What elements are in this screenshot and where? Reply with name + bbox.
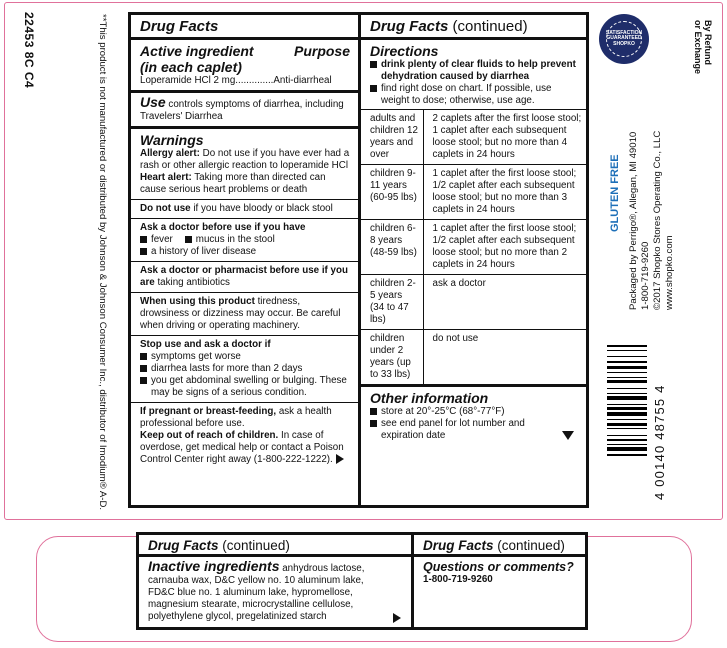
package-code: 22453 8C C4 xyxy=(22,12,36,89)
barcode-bar xyxy=(607,393,647,394)
ask-pharmacist-text: taking antibiotics xyxy=(157,277,230,288)
warnings-heading: Warnings xyxy=(140,132,204,148)
stop-use-item: you get abdominal swelling or bulging. These may be signs of a serious condition. xyxy=(140,375,350,399)
ask-doctor-item: a history of liver disease xyxy=(140,246,350,258)
questions-heading: Questions or comments? xyxy=(423,560,574,574)
pregnancy-section xyxy=(131,403,358,469)
directions-section xyxy=(361,40,586,109)
do-not-use-label: Do not use xyxy=(140,203,191,214)
pregnant-label: If pregnant or breast-feeding, xyxy=(140,406,277,417)
dosage-dose-cell: 1 caplet after the first loose stool; 1/2 caplet after each subsequent loose stool; but no more than 3 caplets in 24 hours xyxy=(423,165,586,220)
bullet-icon xyxy=(370,408,377,415)
continue-down-arrow-icon xyxy=(562,431,574,440)
dosage-age-cell: children 6-8 years (48-59 lbs) xyxy=(361,220,423,275)
barcode-bar xyxy=(607,396,647,400)
bullet-icon xyxy=(140,248,147,255)
questions-continued-label: (continued) xyxy=(497,538,565,553)
title-section xyxy=(131,15,358,40)
dosage-age-cell: children 2-5 years (34 to 47 lbs) xyxy=(361,275,423,330)
continue-arrow-icon xyxy=(336,454,344,464)
do-not-use-section xyxy=(131,200,358,219)
inactive-heading: Inactive ingredients xyxy=(148,558,280,574)
barcode-digits: 4 00140 48755 4 xyxy=(652,384,667,500)
inactive-column xyxy=(139,535,414,627)
continued-title-section xyxy=(361,15,586,40)
stop-use-section xyxy=(131,336,358,403)
do-not-use-text: if you have bloody or black stool xyxy=(193,203,333,214)
when-using-text: tiredness, drowsiness or dizziness may occur. Be careful when driving or operating machinery. xyxy=(140,296,341,331)
barcode-bar xyxy=(607,447,647,451)
barcode-bar xyxy=(607,372,647,373)
barcode-bar xyxy=(607,423,647,425)
pregnant-text: ask a health professional before use. xyxy=(140,406,332,429)
seal-caption xyxy=(692,20,712,74)
heart-alert-label: Heart alert: xyxy=(140,172,192,183)
bullet-icon xyxy=(370,85,377,92)
ask-pharmacist-label: Ask a doctor or pharmacist before use if you are xyxy=(140,265,348,288)
packager-line: 1-800-719-9260 xyxy=(640,241,651,310)
barcode-bar xyxy=(607,361,647,363)
bottom-title-section xyxy=(139,535,411,557)
bullet-icon xyxy=(370,61,377,68)
direction-item: drink plenty of clear fluids to help prevent dehydration caused by diarrhea xyxy=(370,59,578,83)
dosage-dose-cell: ask a doctor xyxy=(423,275,586,330)
ask-doctor-item: mucus in the stool xyxy=(185,234,275,246)
directions-heading: Directions xyxy=(370,43,439,59)
seal-caption-line2: or Exchange xyxy=(693,20,704,75)
when-using-section xyxy=(131,293,358,336)
continue-arrow-icon xyxy=(393,613,401,623)
use-heading: Use xyxy=(140,94,166,110)
keep-out-label: Keep out of reach of children. xyxy=(140,430,279,441)
other-info-heading: Other information xyxy=(370,390,489,406)
allergy-alert-label: Allergy alert: xyxy=(140,148,200,159)
packager-line: ©2017 Shopko Stores Operating Co., LLC xyxy=(652,130,663,310)
keep-out-text: In case of overdose, get medical help or contact a Poison Control Center right away (1-800-222-1222). xyxy=(140,430,344,465)
barcode-bar xyxy=(607,439,647,440)
active-ingredient-subheading: (in each caplet) xyxy=(140,59,242,75)
drug-facts-title: Drug Facts xyxy=(140,18,219,35)
active-ingredient-section xyxy=(131,40,358,93)
barcode-bar xyxy=(607,377,647,378)
allergy-alert-text: Do not use if you have ever had a rash or other allergic reaction to loperamide HCl xyxy=(140,148,350,171)
barcode-bar xyxy=(607,356,647,357)
bullet-icon xyxy=(370,420,377,427)
seal-caption-line1: By Refund xyxy=(703,20,713,65)
continued-label: (continued) xyxy=(452,18,528,35)
dosage-row xyxy=(361,275,586,330)
bottom-drug-facts-title: Drug Facts xyxy=(148,538,219,553)
dosage-row xyxy=(361,110,586,165)
other-info-item: store at 20°-25°C (68°-77°F) xyxy=(370,406,578,418)
dosage-age-cell: children 9-11 years (60-95 lbs) xyxy=(361,165,423,220)
dosage-age-cell: adults and children 12 years and over xyxy=(361,110,423,165)
drug-facts-continued-title: Drug Facts xyxy=(370,18,449,35)
barcode-bar xyxy=(607,454,647,456)
barcode xyxy=(607,345,647,495)
dosage-row xyxy=(361,165,586,220)
drug-facts-right-column xyxy=(361,15,586,505)
gluten-free-label: GLUTEN FREE xyxy=(609,154,621,232)
stop-use-item: diarrhea lasts for more than 2 days xyxy=(140,363,350,375)
bullet-icon xyxy=(140,236,147,243)
barcode-bar xyxy=(607,428,647,429)
warnings-section xyxy=(131,129,358,200)
direction-item: find right dose on chart. If possible, use weight to dose; otherwise, use age. xyxy=(370,83,578,107)
dosage-dose-cell: 2 caplets after the first loose stool; 1 caplet after each subsequent loose stool; but no more than 4 caplets in 24 hours xyxy=(423,110,586,165)
drug-facts-left-column xyxy=(131,15,361,505)
inactive-ingredients-section xyxy=(139,557,411,626)
use-text: controls symptoms of diarrhea, including Travelers' Diarrhea xyxy=(140,99,344,122)
barcode-bar xyxy=(607,419,647,420)
barcode-bar xyxy=(607,350,647,351)
use-section xyxy=(131,93,358,129)
questions-phone: 1-800-719-9260 xyxy=(423,574,493,585)
bottom-continued-label: (continued) xyxy=(222,538,290,553)
drug-facts-bottom-panel xyxy=(136,532,588,630)
ask-doctor-item: fever xyxy=(140,234,173,246)
questions-section xyxy=(414,557,585,589)
stop-use-item: symptoms get worse xyxy=(140,351,350,363)
barcode-bar xyxy=(607,407,647,409)
satisfaction-seal-icon xyxy=(599,14,649,64)
dosage-table xyxy=(361,109,586,384)
barcode-bar xyxy=(607,366,647,370)
dosage-dose-cell: 1 caplet after the first loose stool; 1/2 caplet after each subsequent loose stool; but no more than 2 caplets in 24 hours xyxy=(423,220,586,275)
inactive-text: anhydrous lactose, carnauba wax, D&C yellow no. 10 aluminum lake, FD&C blue no. 1 aluminum lake, hypromellose, magnesium stearate, microcrystalline cellulose, polyethylene glycol, pregelatinized starch xyxy=(148,563,365,622)
when-using-label: When using this product xyxy=(140,296,255,307)
dosage-row xyxy=(361,330,586,385)
barcode-bar xyxy=(607,444,647,445)
ask-pharmacist-section xyxy=(131,262,358,293)
bullet-icon xyxy=(185,236,192,243)
dosage-dose-cell: do not use xyxy=(423,330,586,385)
heart-alert-text: Taking more than directed can cause serious heart problems or death xyxy=(140,172,326,195)
ask-doctor-section xyxy=(131,219,358,262)
barcode-bar xyxy=(607,404,647,405)
purpose-heading: Purpose xyxy=(293,43,350,59)
questions-title-section xyxy=(414,535,585,557)
questions-drug-facts-title: Drug Facts xyxy=(423,538,494,553)
barcode-bar xyxy=(607,388,647,389)
bullet-icon xyxy=(140,353,147,360)
packager-info xyxy=(618,100,675,310)
dosage-row xyxy=(361,220,586,275)
dosage-age-cell: children under 2 years (up to 33 lbs) xyxy=(361,330,423,385)
barcode-bar xyxy=(607,435,647,436)
stop-use-label: Stop use and ask a doctor if xyxy=(140,339,271,350)
seal-text: SATISFACTION GUARANTEED SHOPKO xyxy=(606,21,642,57)
disclaimer-text: **This product is not manufactured or distributed by Johnson & Johnson Consumer Inc., distributor of Imodium® A-D. xyxy=(97,14,108,511)
ask-doctor-label: Ask a doctor before use if you have xyxy=(140,222,306,233)
bullet-icon xyxy=(140,365,147,372)
other-info-item: see end panel for lot number and expiration date xyxy=(370,418,578,442)
drug-facts-panel xyxy=(128,12,589,508)
barcode-bar xyxy=(607,412,647,416)
bullet-icon xyxy=(140,377,147,384)
questions-column xyxy=(414,535,585,627)
packager-line: www.shopko.com xyxy=(664,235,675,310)
packager-line: Packaged by Perrigo®, Allegan, MI 49010 xyxy=(628,131,639,310)
active-ingredient-heading: Active ingredient xyxy=(140,43,254,59)
barcode-bar xyxy=(607,380,647,382)
active-ingredient-line: Loperamide HCl 2 mg..............Anti-diarrheal xyxy=(140,75,332,86)
barcode-bar xyxy=(607,345,647,347)
other-info-section xyxy=(361,384,586,464)
